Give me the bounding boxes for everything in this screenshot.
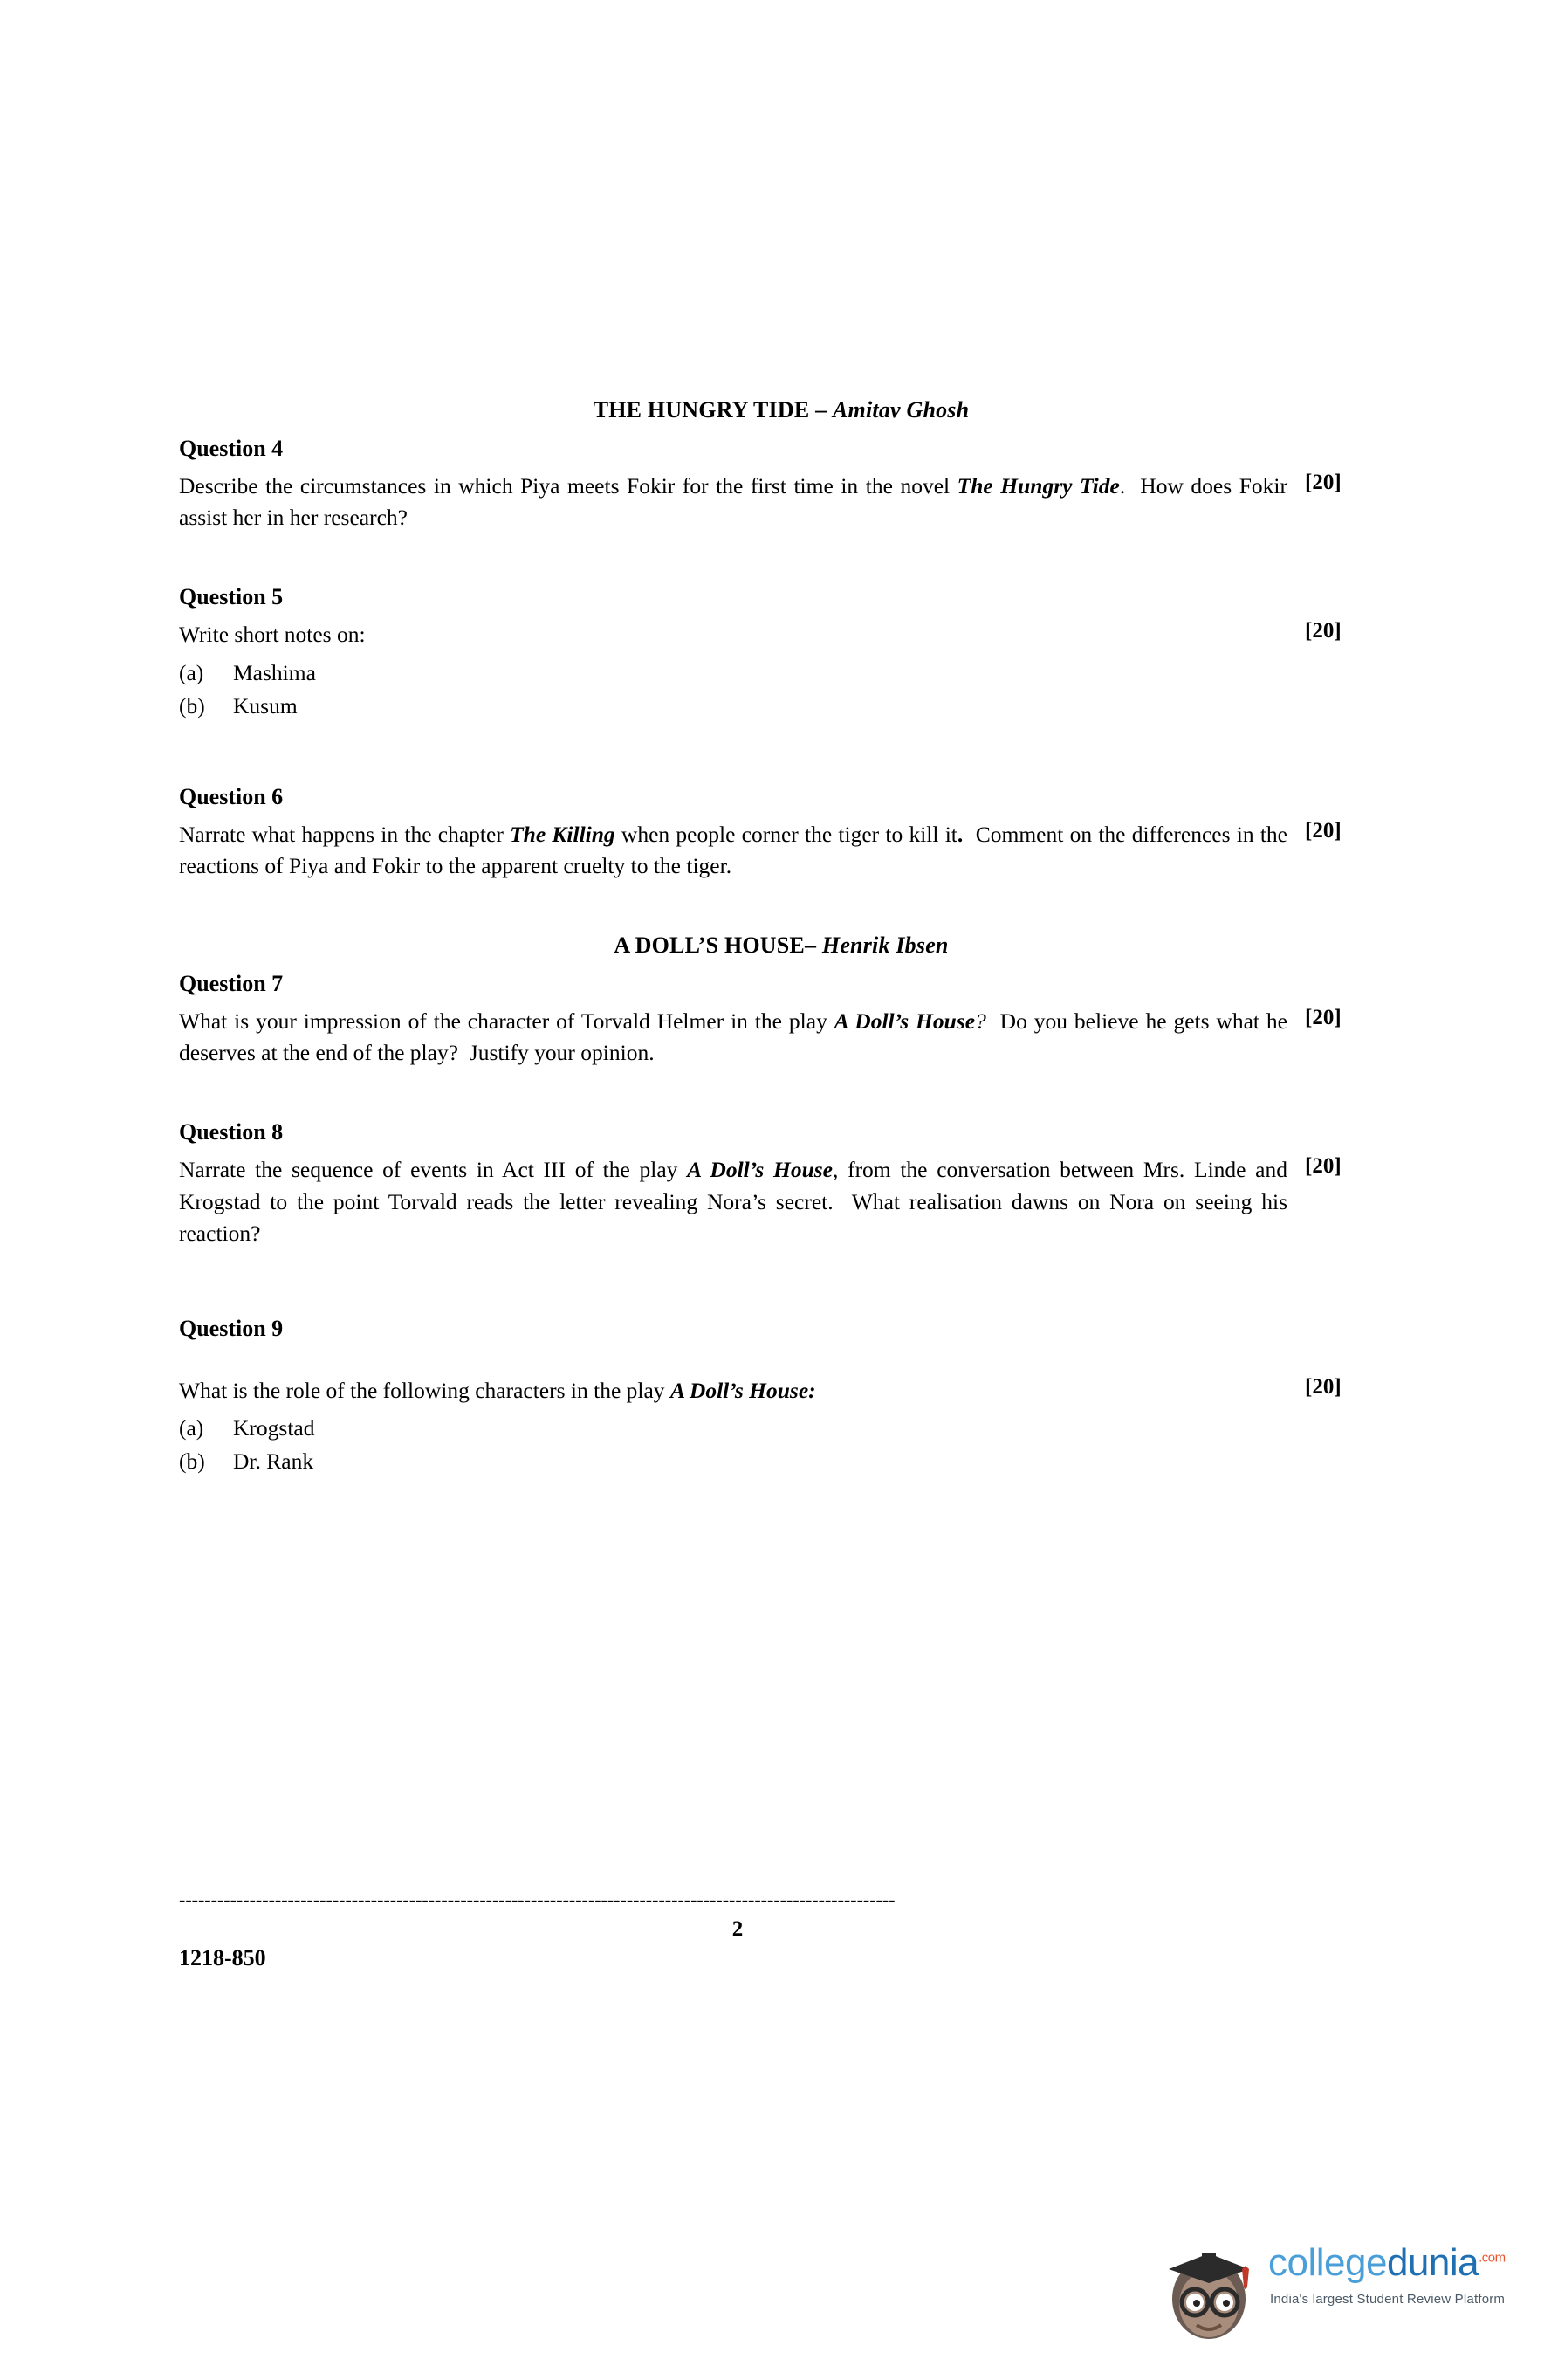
paper-code: 1218-850	[179, 1945, 266, 1971]
question-label-9: Question 9	[179, 1316, 284, 1342]
question-label-4: Question 4	[179, 436, 284, 461]
question-text-5: Write short notes on:	[179, 622, 366, 648]
question-block-9	[179, 1375, 1383, 1407]
page-number: 2	[731, 1917, 744, 1941]
sub-item-9a	[179, 1415, 1383, 1441]
sub-item-tag: (a)	[179, 659, 204, 685]
sub-item-tag: (a)	[179, 1415, 204, 1441]
sub-item-text: Dr. Rank	[233, 1448, 314, 1475]
section-author: Henrik Ibsen	[821, 932, 949, 959]
question-marks-8: [20]	[1305, 1154, 1342, 1179]
section-heading-hungry-tide	[179, 397, 1383, 423]
question-text-4: Describe the circumstances in which Piya meets Fokir for the first time in the novel The Hungry Tide. How does Fokir assist her in her research?	[179, 473, 1287, 531]
sub-item-text: Krogstad	[233, 1415, 315, 1441]
section-title: A DOLL’S HOUSE	[614, 932, 805, 959]
section-heading-dolls-house	[179, 932, 1383, 959]
question-marks-7: [20]	[1305, 1006, 1342, 1030]
question-marks-5: [20]	[1305, 619, 1342, 643]
sub-item-tag: (b)	[179, 692, 205, 719]
sub-item-text: Mashima	[233, 659, 316, 685]
question-text-6: Narrate what happens in the chapter The Killing when people corner the tiger to kill it. Comment on the differences in the reactions of Piya and Fokir to the apparent cruelty to the tiger.	[179, 821, 1287, 878]
sub-item-text: Kusum	[233, 692, 298, 719]
collegedunia-tagline: India's largest Student Review Platform	[1270, 2292, 1506, 2307]
question-block-4	[179, 471, 1383, 533]
question-block-8	[179, 1154, 1383, 1249]
collegedunia-watermark	[1156, 2222, 1549, 2362]
section-separator: –	[809, 397, 834, 423]
question-text-7: What is your impression of the character of Torvald Helmer in the play A Doll’s House? Do you believe he gets what he deserves at the end of the play? Justify your opinion.	[179, 1008, 1288, 1066]
page-footer	[179, 1888, 1383, 1971]
question-block-7	[179, 1006, 1383, 1069]
question-block-6	[179, 819, 1383, 882]
question-marks-6: [20]	[1305, 818, 1342, 843]
question-label-7: Question 7	[179, 971, 284, 997]
sub-item-9b	[179, 1448, 1383, 1475]
wordmark-sup: .com	[1479, 2250, 1506, 2266]
question-marks-4: [20]	[1305, 471, 1342, 494]
wordmark-second: dunia	[1386, 2241, 1479, 2284]
wordmark-first: college	[1268, 2241, 1387, 2284]
question-text-9: What is the role of the following characters in the play A Doll’s House:	[179, 1378, 816, 1404]
sub-item-5a	[179, 660, 1383, 686]
question-block-5	[179, 619, 1383, 650]
question-label-5: Question 5	[179, 584, 284, 610]
question-paper-content	[179, 397, 1383, 1482]
question-label-8: Question 8	[179, 1119, 284, 1145]
footer-divider: ----------------------------------------------------------------------------------------------------------------	[179, 1888, 896, 1910]
section-author: Amitav Ghosh	[833, 397, 970, 423]
question-text-8: Narrate the sequence of events in Act III of the play A Doll’s House, from the conversation between Mrs. Linde and Krogstad to the point Torvald reads the letter revealing Nora’s secret. What realisation dawns on Nora on seeing his reaction?	[179, 1157, 1287, 1246]
question-marks-9: [20]	[1305, 1375, 1342, 1400]
sub-item-5b	[179, 693, 1383, 719]
question-label-6: Question 6	[179, 783, 284, 809]
collegedunia-logo-icon	[1156, 2231, 1261, 2344]
section-separator: –	[804, 932, 822, 959]
collegedunia-wordmark	[1268, 2241, 1506, 2285]
section-title: THE HUNGRY TIDE	[593, 397, 810, 423]
sub-item-tag: (b)	[179, 1448, 205, 1475]
